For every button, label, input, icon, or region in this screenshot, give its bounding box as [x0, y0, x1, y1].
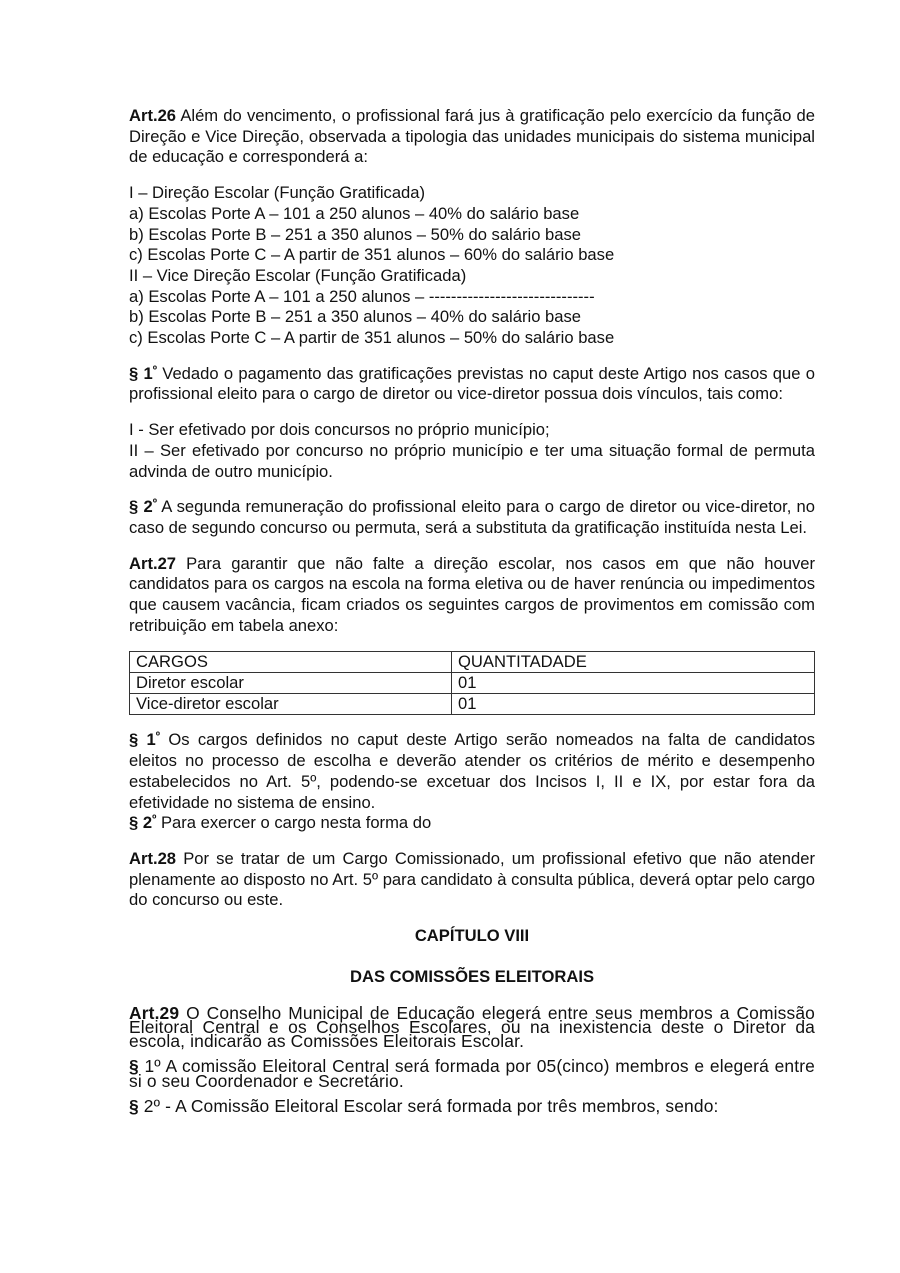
inciso-item: II – Ser efetivado por concurso no próprio município e ter uma situação formal de permuta advinda de outro município. — [129, 440, 815, 481]
art28-text: Por se tratar de um Cargo Comissionado, um profissional efetivo que não atender plenamente ao disposto no Art. 5º para candidato à consulta pública, deverá optar pelo cargo do concurso ou este. — [129, 848, 815, 910]
art26-paragraph-1 — [129, 364, 815, 405]
table-header-cell: CARGOS — [130, 652, 452, 673]
paragraph-label: § $1^º$ — [129, 363, 157, 383]
table-cell: Vice-diretor escolar — [130, 694, 452, 715]
art29-text: O Conselho Municipal de Educação elegerá entre seus membros a Comissão Eleitoral Central e os Conselhos Escolares, ou na inexistencia deste o Diretor da escola, indicarão as Comissões Eleitorais Escolar. — [129, 1002, 815, 1052]
paragraph-label: § — [129, 1056, 139, 1077]
table-cell: 01 — [452, 673, 815, 694]
art26-item: b) Escolas Porte B – 251 a 350 alunos – 40% do salário base — [129, 307, 582, 327]
paragraph-text: Vedado o pagamento das gratificações previstas no caput deste Artigo nos casos que o profissional eleito para o cargo de diretor ou vice-diretor possua dois vínculos, tais como: — [129, 363, 815, 404]
chapter-title: DAS COMISSÕES ELEITORAIS — [349, 966, 595, 986]
art26-label: Art.26 — [129, 106, 177, 125]
art26-item: c) Escolas Porte C – A partir de 351 alunos – 50% do salário base — [129, 328, 615, 348]
art28-label: Art.28 — [129, 848, 177, 868]
paragraph-label: § — [129, 1095, 139, 1116]
art29-paragraph-1 — [129, 1056, 815, 1091]
table-cell: 01 — [452, 694, 815, 715]
art27-paragraph — [129, 554, 815, 637]
art29-label: Art.29 — [129, 1002, 180, 1023]
cargos-table — [129, 651, 815, 715]
art26-paragraph-2 — [129, 497, 815, 538]
chapter-number: CAPÍTULO VIII — [414, 926, 530, 946]
art26-item: a) Escolas Porte A – 101 a 250 alunos – ------------------------------ — [129, 286, 595, 306]
art26-paragraph-1-items — [129, 420, 815, 482]
art26-paragraph — [129, 106, 815, 168]
art28-paragraph — [129, 849, 815, 911]
paragraph-label: § $2^º$ — [129, 497, 157, 517]
art29-paragraph — [129, 1002, 815, 1052]
art26-item: I – Direção Escolar (Função Gratificada) — [129, 183, 426, 203]
paragraph-text: Para exercer o cargo nesta forma do — [156, 813, 432, 833]
art26-item: b) Escolas Porte B – 251 a 350 alunos – 50% do salário base — [129, 224, 582, 244]
art26-list — [129, 183, 815, 349]
art26-item: II – Vice Direção Escolar (Função Gratificada) — [129, 265, 467, 285]
table-cell: Diretor escolar — [130, 673, 452, 694]
table-header-cell: QUANTITADADE — [452, 652, 815, 673]
table-row — [130, 694, 815, 715]
art26-item: c) Escolas Porte C – A partir de 351 alunos – 60% do salário base — [129, 245, 615, 265]
art27-paragraph-2 — [129, 813, 815, 834]
table-header-row — [130, 652, 815, 673]
paragraph-label: § $2^º$ — [129, 813, 157, 833]
paragraph-text: A segunda remuneração do profissional eleito para o cargo de diretor ou vice-diretor, no caso de segundo concurso ou permuta, será a substituta da gratificação instituída nesta Lei. — [129, 497, 815, 537]
paragraph-text: 2º - A Comissão Eleitoral Escolar será formada por três membros, sendo: — [138, 1095, 719, 1116]
art26-item: a) Escolas Porte A – 101 a 250 alunos – 40% do salário base — [129, 203, 580, 223]
document-page — [129, 106, 815, 1124]
art29-paragraph-2 — [129, 1095, 815, 1116]
art29-section — [129, 1002, 815, 1116]
art27-text: Para garantir que não falte a direção escolar, nos casos em que não houver candidatos para os cargos na escola na forma eletiva ou de haver renúncia ou impedimentos que causem vacância, ficam criados os seguintes cargos de provimentos em comissão com retribuição em tabela anexo: — [129, 553, 815, 635]
inciso-item: I - Ser efetivado por dois concursos no próprio município; — [129, 420, 550, 440]
paragraph-text: Os cargos definidos no caput deste Artigo serão nomeados na falta de candidatos eleitos no processo de escolha e deverão atender os critérios de mérito e desempenho estabelecidos no Art. 5º, podendo-se excetuar dos Incisos I, II e IX, por estar fora da efetividade no sistema de ensino. — [129, 730, 815, 812]
art26-text: Além do vencimento, o profissional fará jus à gratificação pelo exercício da função de Direção e Vice Direção, observada a tipologia das unidades municipais do sistema municipal de educação e corresponderá a: — [129, 106, 815, 167]
paragraph-text: 1º A comissão Eleitoral Central será formada por 05(cinco) membros e elegerá entre si o seu Coordenador e Secretário. — [129, 1056, 815, 1091]
table-row — [130, 673, 815, 694]
paragraph-label: § $1^º$ — [129, 730, 161, 750]
art27-label: Art.27 — [129, 553, 177, 573]
art27-paragraph-1 — [129, 730, 815, 813]
